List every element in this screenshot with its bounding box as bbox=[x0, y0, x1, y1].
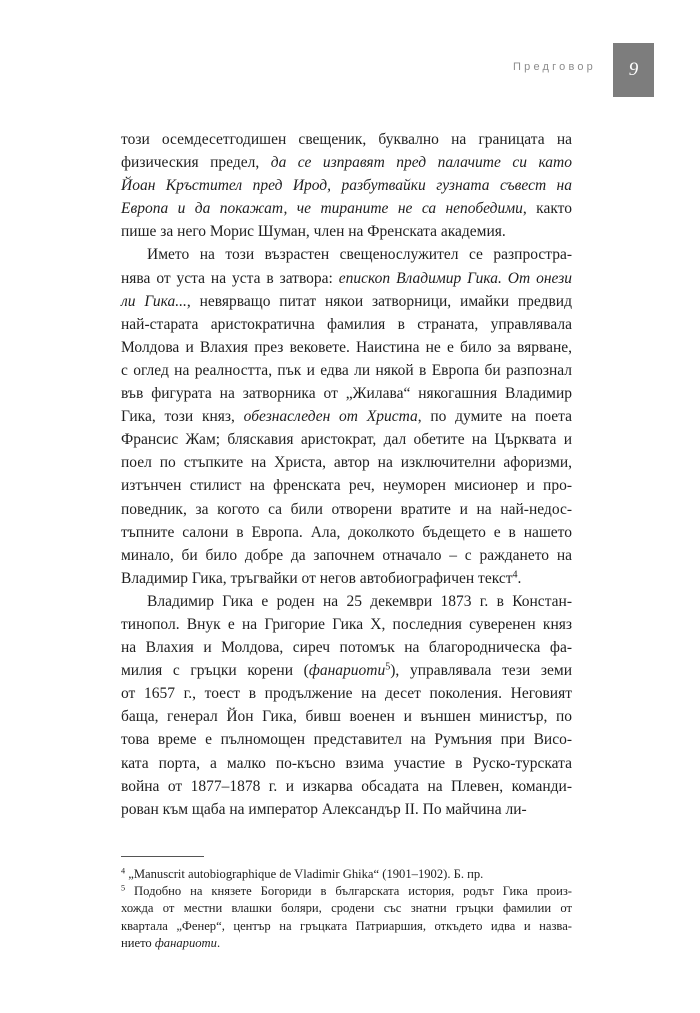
running-header-title: Предговор bbox=[513, 61, 596, 73]
text-run: Франсис Жам; бляскавия аристократ, дал обетите на Църквата и bbox=[121, 431, 572, 449]
italic-text: ли Гика... bbox=[121, 292, 187, 310]
text-run: Владимир Гика е роден на 25 декември 1873 г. в Констан- bbox=[147, 592, 572, 610]
text-line bbox=[121, 659, 572, 682]
text-line bbox=[121, 590, 572, 613]
text-line bbox=[121, 382, 572, 405]
text-run: квартала „Фенер“, център на гръцката Патриаршия, откъдето идва и назва- bbox=[121, 918, 572, 933]
text-run: минало, би било добре да започнем отначало – с раждането на bbox=[121, 546, 572, 564]
text-run: във фигурата на затворника от „Жилава“ някогашния Владимир bbox=[121, 385, 572, 403]
text-run: с оглед на реалността, пък и едва ли някой в Европа би разпознал bbox=[121, 361, 572, 379]
text-line bbox=[121, 313, 572, 336]
text-run: война от 1877–1878 г. и изкарва обсадата на Плевен, команди- bbox=[121, 777, 572, 795]
text-line bbox=[121, 451, 572, 474]
text-run: физическия предел, bbox=[121, 154, 271, 172]
text-line bbox=[121, 197, 572, 220]
text-line bbox=[121, 798, 572, 821]
footnote-ref: 5 bbox=[121, 883, 126, 893]
footnote-line bbox=[121, 918, 572, 935]
text-run: ), управлявала тези земи bbox=[390, 662, 572, 680]
italic-text: Йоан Кръстител пред Ирод, разбутвайки гузната съвест на bbox=[121, 177, 572, 195]
text-run: Подобно на князете Богориди в българската история, родът Гика произ- bbox=[125, 884, 572, 899]
italic-text: фанариоти bbox=[308, 662, 386, 680]
text-line bbox=[121, 267, 572, 290]
text-line bbox=[121, 174, 572, 197]
text-run: от 1657 г., тоест в продължение на десет поколения. Неговият bbox=[121, 685, 572, 703]
text-line bbox=[121, 128, 572, 151]
text-line bbox=[121, 682, 572, 705]
footnote-line bbox=[121, 866, 572, 883]
text-run: . bbox=[517, 569, 522, 587]
italic-text: епископ Владимир Гика. От онези bbox=[338, 269, 572, 287]
text-line bbox=[121, 405, 572, 428]
text-run: Молдова и Влахия през вековете. Наистина не е било за вярване, bbox=[121, 338, 572, 356]
text-line bbox=[121, 220, 572, 243]
text-run: този осемдесетгодишен свещеник, буквално на границата на bbox=[121, 131, 572, 148]
footnote-ref: 5 bbox=[385, 661, 391, 673]
text-line bbox=[121, 336, 572, 359]
text-line bbox=[121, 521, 572, 544]
text-run: милия с гръцки корени ( bbox=[121, 662, 309, 680]
text-run: нието bbox=[121, 935, 155, 950]
text-line bbox=[121, 290, 572, 313]
text-run: нява от уста на уста в затвора: bbox=[121, 269, 339, 287]
body-text bbox=[121, 128, 572, 821]
text-run: хожда от местни влашки боляри, сродени със знатни гръцки фамилии от bbox=[121, 901, 572, 916]
text-line bbox=[121, 705, 572, 728]
text-run: Името на този възрастен свещенослужител се разпростра- bbox=[147, 246, 572, 264]
text-line bbox=[121, 151, 572, 174]
text-run: рован към щаба на император Александър II. По майчина ли- bbox=[121, 800, 527, 818]
italic-text: фанариоти bbox=[154, 935, 217, 950]
footnote-ref: 4 bbox=[121, 866, 126, 876]
text-line bbox=[121, 359, 572, 382]
text-run: , както bbox=[522, 200, 572, 218]
text-run: Гика, този княз, bbox=[121, 408, 244, 426]
text-line bbox=[121, 428, 572, 451]
italic-text: Европа и да покажат, че тираните не са непобедими bbox=[121, 200, 523, 218]
footnote-ref: 4 bbox=[512, 569, 518, 581]
text-run: , невярващо питат някои затворници, имайки предвид bbox=[186, 292, 572, 310]
italic-text: да се изправят пред палачите си като bbox=[270, 154, 573, 172]
text-line bbox=[121, 728, 572, 751]
text-run: поведник, за когото са били отворени вратите и на най-недос- bbox=[121, 500, 572, 518]
page-number-box bbox=[613, 43, 654, 97]
text-run: пише за него Морис Шуман, член на Френската академия. bbox=[121, 223, 506, 241]
text-line bbox=[121, 474, 572, 497]
text-line bbox=[121, 613, 572, 636]
page-number: 9 bbox=[628, 59, 639, 80]
text-line bbox=[121, 752, 572, 775]
footnote-line bbox=[121, 935, 572, 952]
text-run: баща, генерал Йон Гика, бивш военен и външен министър, по bbox=[121, 708, 572, 726]
text-run: . bbox=[216, 935, 221, 950]
text-line bbox=[121, 498, 572, 521]
text-line bbox=[121, 243, 572, 266]
text-run: „Manuscrit autobiographique de Vladimir Ghika“ (1901–1902). Б. пр. bbox=[125, 867, 484, 881]
text-run: , по думите на поета bbox=[417, 408, 572, 426]
text-run: тъпните салони в Европа. Ала, доколкото бъдещето е в нашето bbox=[121, 523, 572, 541]
text-run: най-старата аристократична фамилия в страната, управлявала bbox=[121, 315, 572, 333]
text-run: поел по стъпките на Христа, автор на изключителни афоризми, bbox=[121, 454, 572, 472]
text-run: това време е пълномощен представител на Румъния при Висо- bbox=[121, 731, 572, 749]
text-run: тинопол. Внук е на Григорие Гика Х, последния суверенен княз bbox=[121, 615, 572, 633]
italic-text: обезнаследен от Христа bbox=[243, 408, 418, 426]
footnote-line bbox=[121, 883, 572, 900]
text-run: изтънчен стилист на френската реч, неуморен мисионер и про- bbox=[121, 477, 572, 495]
text-line bbox=[121, 567, 572, 590]
text-line bbox=[121, 636, 572, 659]
footnote-line bbox=[121, 900, 572, 917]
text-run: на Влахия и Молдова, сиреч потомък на благородническа фа- bbox=[121, 639, 572, 657]
text-run: Владимир Гика, тръгвайки от негов автобиографичен текст bbox=[121, 569, 513, 587]
text-line bbox=[121, 775, 572, 798]
text-run: ката порта, а малко по-късно взима участие в Руско-турската bbox=[121, 754, 572, 772]
footnotes bbox=[121, 866, 572, 952]
text-line bbox=[121, 544, 572, 567]
footnote-divider bbox=[121, 856, 204, 857]
